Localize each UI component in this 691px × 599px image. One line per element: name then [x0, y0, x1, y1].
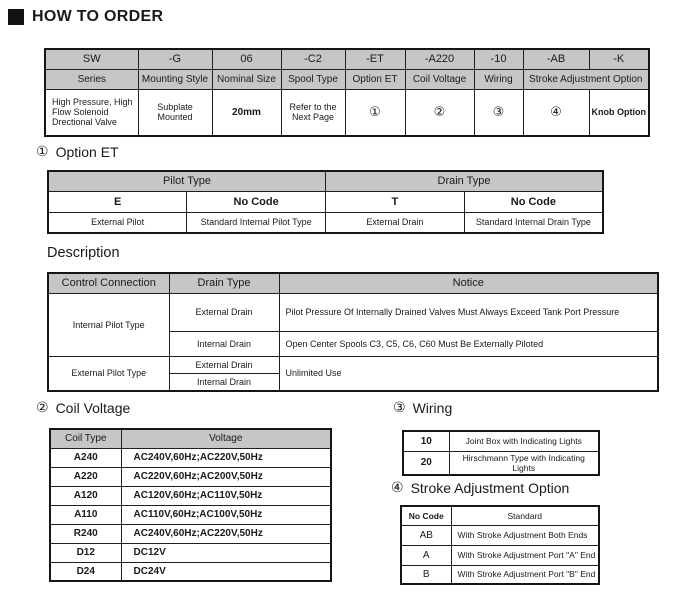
voltage-header: Voltage — [121, 429, 331, 448]
circled-2-icon: ② — [36, 400, 49, 416]
code-cell: -AB — [523, 49, 589, 69]
coil-type-cell: D12 — [50, 543, 121, 562]
code-cell: -K — [589, 49, 649, 69]
option-et-code-cell: No Code — [464, 191, 603, 212]
option-et-code-cell: E — [48, 191, 187, 212]
voltage-cell: AC120V,60Hz;AC110V,50Hz — [121, 486, 331, 505]
option-et-ref-mark: ① — [345, 89, 405, 136]
circled-3-icon: ③ — [393, 400, 406, 416]
drain-cell: Internal Drain — [169, 373, 279, 391]
code-cell: 06 — [212, 49, 281, 69]
stroke-code-cell: AB — [401, 525, 451, 545]
size-description-cell: 20mm — [212, 89, 281, 136]
coil-type-cell: R240 — [50, 524, 121, 543]
category-cell: Series — [45, 69, 138, 89]
drain-type-header: Drain Type — [169, 273, 279, 293]
section-coil-voltage-title: Coil Voltage — [55, 400, 131, 416]
control-connection-header: Control Connection — [48, 273, 169, 293]
wiring-code-cell: 20 — [403, 451, 449, 475]
category-cell: Wiring — [474, 69, 523, 89]
wiring-table — [402, 430, 600, 476]
page-title — [8, 8, 163, 26]
option-et-code-cell: T — [326, 191, 465, 212]
stroke-ref-mark: ④ — [523, 89, 589, 136]
description-table — [47, 272, 659, 392]
stroke-nocode-header: No Code — [401, 506, 451, 525]
voltage-cell: AC240V,60Hz;AC220V,50Hz — [121, 448, 331, 467]
section-stroke-title: Stroke Adjustment Option — [410, 480, 570, 496]
section-option-et-title: Option ET — [55, 144, 119, 160]
knob-option-cell: Knob Option — [589, 89, 649, 136]
code-cell: -10 — [474, 49, 523, 69]
coil-type-cell: A220 — [50, 467, 121, 486]
code-cell: -A220 — [405, 49, 474, 69]
option-et-code-cell: No Code — [187, 191, 326, 212]
option-et-meaning-cell: External Pilot — [48, 212, 187, 233]
coil-type-cell: D24 — [50, 562, 121, 581]
order-code-table — [44, 48, 650, 137]
category-cell: Stroke Adjustment Option — [523, 69, 649, 89]
section-stroke-heading — [391, 480, 569, 496]
coil-type-header: Coil Type — [50, 429, 121, 448]
wiring-desc-cell: Hirschmann Type with Indicating Lights — [449, 451, 599, 475]
stroke-adjustment-table — [400, 505, 600, 585]
pilot-type-header: Pilot Type — [48, 171, 326, 191]
drain-cell: External Drain — [169, 356, 279, 373]
notice-cell: Unlimited Use — [279, 356, 658, 391]
section-coil-voltage-heading — [36, 400, 130, 416]
coil-type-cell: A110 — [50, 505, 121, 524]
notice-header: Notice — [279, 273, 658, 293]
category-cell: Mounting Style — [138, 69, 212, 89]
notice-cell: Pilot Pressure Of Internally Drained Valves Must Always Exceed Tank Port Pressure — [279, 293, 658, 331]
title-square-icon — [8, 9, 24, 25]
wiring-ref-mark: ③ — [474, 89, 523, 136]
drain-cell: External Drain — [169, 293, 279, 331]
code-cell: SW — [45, 49, 138, 69]
series-description-cell: High Pressure, High Flow Solenoid Drectional Valve — [45, 89, 138, 136]
stroke-standard-header: Standard — [451, 506, 599, 525]
stroke-desc-cell: With Stroke Adjustment Both Ends — [451, 525, 599, 545]
coil-type-cell: A120 — [50, 486, 121, 505]
code-cell: -ET — [345, 49, 405, 69]
spool-description-cell: Refer to the Next Page — [281, 89, 345, 136]
section-description-title: Description — [47, 245, 120, 261]
category-cell: Option ET — [345, 69, 405, 89]
stroke-desc-cell: With Stroke Adjustment Port "A" End — [451, 545, 599, 565]
drain-cell: Internal Drain — [169, 331, 279, 356]
option-et-meaning-cell: Standard Internal Pilot Type — [187, 212, 326, 233]
circled-1-icon: ① — [36, 144, 49, 160]
coil-voltage-table — [49, 428, 332, 582]
section-wiring-title: Wiring — [412, 400, 453, 416]
coil-type-cell: A240 — [50, 448, 121, 467]
section-wiring-heading — [393, 400, 452, 416]
code-cell: -C2 — [281, 49, 345, 69]
option-et-meaning-cell: External Drain — [326, 212, 465, 233]
voltage-cell: AC220V,60Hz;AC200V,50Hz — [121, 467, 331, 486]
internal-pilot-cell: Internal Pilot Type — [48, 293, 169, 356]
stroke-code-cell: A — [401, 545, 451, 565]
option-et-table — [47, 170, 604, 234]
code-cell: -G — [138, 49, 212, 69]
stroke-code-cell: B — [401, 565, 451, 584]
voltage-cell: AC110V,60Hz;AC100V,50Hz — [121, 505, 331, 524]
voltage-cell: DC12V — [121, 543, 331, 562]
external-pilot-cell: External Pilot Type — [48, 356, 169, 391]
category-cell: Spool Type — [281, 69, 345, 89]
category-cell: Coil Voltage — [405, 69, 474, 89]
voltage-cell: DC24V — [121, 562, 331, 581]
option-et-meaning-cell: Standard Internal Drain Type — [464, 212, 603, 233]
circled-4-icon: ④ — [391, 480, 404, 496]
coil-voltage-ref-mark: ② — [405, 89, 474, 136]
category-cell: Nominal Size — [212, 69, 281, 89]
page-title-text: HOW TO ORDER — [32, 8, 164, 25]
voltage-cell: AC240V,60Hz;AC220V,50Hz — [121, 524, 331, 543]
stroke-desc-cell: With Stroke Adjustment Port "B" End — [451, 565, 599, 584]
drain-type-header: Drain Type — [326, 171, 604, 191]
wiring-code-cell: 10 — [403, 431, 449, 451]
notice-cell: Open Center Spools C3, C5, C6, C60 Must Be Externally Piloted — [279, 331, 658, 356]
section-option-et-heading — [36, 144, 119, 160]
mounting-description-cell: Subplate Mounted — [138, 89, 212, 136]
section-description-heading — [47, 245, 120, 261]
wiring-desc-cell: Joint Box with Indicating Lights — [449, 431, 599, 451]
